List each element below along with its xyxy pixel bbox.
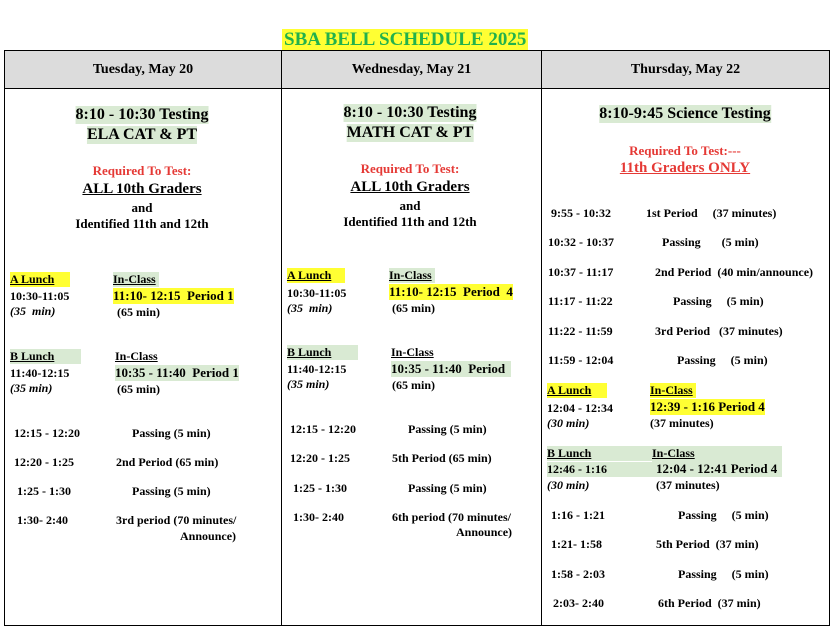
row-desc: 5th Period (37 min) (656, 537, 759, 551)
row-desc-cont: Announce) (456, 525, 513, 539)
and-text: and (131, 200, 153, 215)
row-desc: 6th Period (37 min) (658, 596, 761, 610)
a-lunch-time: 10:30-11:05 (287, 286, 347, 300)
b-lunch-label: B Lunch (10, 349, 81, 364)
a-inclass-time: 11:10- 12:15 Period 4 (389, 284, 513, 299)
row-desc: Passing (5 min) (408, 481, 487, 495)
row-time: 1:30- 2:40 (17, 513, 68, 527)
required-label: Required To Test: (92, 163, 192, 178)
testing-time: 8:10-9:45 Science Testing (599, 105, 771, 122)
a-lunch-duration: (35 min) (287, 301, 333, 315)
row-desc: Passing (5 min) (132, 426, 211, 440)
b-inclass-time: 10:35 - 11:40 Period 1 (115, 365, 239, 380)
column-header-thursday: Thursday, May 22 (542, 51, 829, 88)
row-desc: 5th Period (65 min) (392, 451, 492, 465)
testing-time: 8:10 - 10:30 Testing (75, 106, 209, 123)
a-lunch-time: 10:30-11:05 (10, 289, 70, 303)
row-time: 2:03- 2:40 (553, 596, 604, 610)
row-time: 12:20 - 1:25 (290, 451, 350, 465)
header-divider (4, 88, 830, 89)
b-lunch-duration: (35 min) (287, 377, 330, 391)
testing-time: 8:10 - 10:30 Testing (343, 104, 477, 121)
row-time: 1:16 - 1:21 (551, 508, 605, 522)
row-time: 12:20 - 1:25 (14, 455, 74, 469)
row-desc: Passing (5 min) (132, 484, 211, 498)
row-time: 9:55 - 10:32 (551, 206, 611, 220)
column-divider (541, 50, 542, 626)
row-desc: 3rd period (70 minutes/ (116, 513, 237, 527)
a-lunch-duration: (30 min) (547, 416, 590, 430)
b-inclass-label: In-Class (115, 349, 158, 363)
row-time: 11:22 - 11:59 (548, 324, 613, 338)
b-lunch-label: B Lunch (287, 345, 358, 360)
a-lunch-label: A Lunch (547, 383, 607, 398)
identified-text: Identified 11th and 12th (75, 216, 209, 231)
required-label: Required To Test:--- (629, 143, 741, 158)
row-desc: 1st Period (37 minutes) (646, 206, 777, 220)
b-inclass-time: 12:04 - 12:41 Period 4 (652, 461, 782, 477)
a-inclass-duration: (65 min) (392, 301, 435, 315)
row-desc: Passing (5 min) (678, 567, 769, 581)
column-header-tuesday: Tuesday, May 20 (5, 51, 281, 88)
a-lunch-duration: (35 min) (10, 304, 56, 318)
a-inclass-label: In-Class (389, 268, 435, 283)
row-time: 1:21- 1:58 (551, 537, 602, 551)
a-lunch-label: A Lunch (10, 272, 70, 287)
row-desc: Passing (5 min) (678, 508, 769, 522)
b-lunch-time: 11:40-12:15 (287, 362, 347, 376)
b-lunch-duration: (35 min) (10, 381, 53, 395)
row-time: 12:15 - 12:20 (14, 426, 80, 440)
required-group: 11th Graders ONLY (619, 160, 751, 176)
b-lunch-time: 11:40-12:15 (10, 366, 70, 380)
column-divider (281, 50, 282, 626)
row-time: 10:32 - 10:37 (548, 235, 614, 249)
row-desc: Passing (5 min) (673, 294, 764, 308)
testing-subject: MATH CAT & PT (346, 124, 474, 141)
row-desc: Passing (5 min) (677, 353, 768, 367)
row-desc: 2nd Period (65 min) (116, 455, 219, 469)
b-inclass-duration: (65 min) (392, 378, 435, 392)
column-header-wednesday: Wednesday, May 21 (282, 51, 541, 88)
b-inclass-time: 10:35 - 11:40 Period (391, 361, 511, 377)
row-desc: 2nd Period (40 min/announce) (655, 265, 814, 279)
row-time: 1:25 - 1:30 (17, 484, 71, 498)
b-lunch-label: B Lunch (547, 446, 652, 461)
row-time: 1:25 - 1:30 (293, 481, 347, 495)
identified-text: Identified 11th and 12th (343, 214, 477, 229)
b-inclass-duration: (65 min) (117, 382, 160, 396)
row-desc: Passing (5 min) (662, 235, 759, 249)
row-time: 11:17 - 11:22 (548, 294, 613, 308)
row-time: 1:30- 2:40 (293, 510, 344, 524)
row-time: 10:37 - 11:17 (548, 265, 614, 279)
required-group: ALL 10th Graders (350, 179, 470, 195)
b-lunch-time: 12:46 - 1:16 (547, 462, 652, 477)
a-inclass-label: In-Class (113, 272, 159, 287)
a-lunch-time: 12:04 - 12:34 (547, 401, 613, 415)
a-inclass-time: 11:10- 12:15 Period 1 (113, 288, 234, 303)
testing-subject: ELA CAT & PT (86, 126, 198, 143)
b-inclass-duration: (37 minutes) (656, 478, 720, 492)
a-inclass-duration: (65 min) (117, 305, 160, 319)
row-desc: Passing (5 min) (408, 422, 487, 436)
a-inclass-duration: (37 minutes) (650, 416, 714, 430)
and-text: and (399, 198, 421, 213)
page-title: SBA BELL SCHEDULE 2025 (284, 29, 527, 50)
row-time: 12:15 - 12:20 (290, 422, 356, 436)
row-time: 11:59 - 12:04 (548, 353, 614, 367)
a-inclass-time: 12:39 - 1:16 Period 4 (650, 399, 765, 414)
row-desc-cont: Announce) (180, 529, 237, 543)
row-desc: 3rd Period (37 minutes) (655, 324, 783, 338)
a-lunch-label: A Lunch (287, 268, 345, 283)
b-lunch-duration: (30 min) (547, 478, 590, 492)
required-label: Required To Test: (360, 161, 460, 176)
row-time: 1:58 - 2:03 (551, 567, 605, 581)
required-group: ALL 10th Graders (82, 181, 202, 197)
a-inclass-label: In-Class (650, 383, 696, 398)
b-inclass-label: In-Class (652, 446, 782, 461)
row-desc: 6th period (70 minutes/ (392, 510, 512, 524)
b-inclass-label: In-Class (391, 345, 434, 359)
